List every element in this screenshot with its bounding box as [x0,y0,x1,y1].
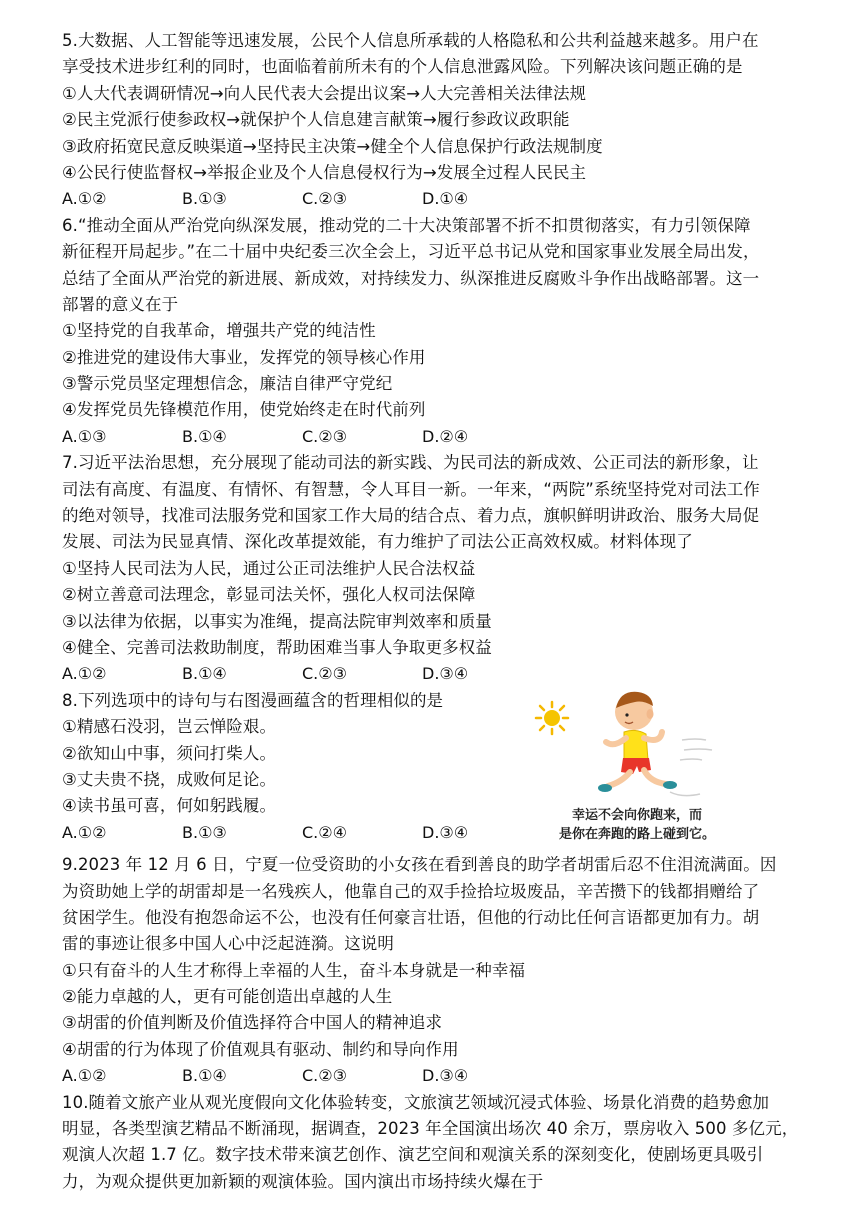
statement-item: ④胡雷的行为体现了价值观具有驱动、制约和导向作用 [62,1039,459,1059]
question-5 [62,28,822,213]
statement-item: ③胡雷的价值判断及价值选择符合中国人的精神追求 [62,1013,443,1033]
statement-item: ①人大代表调研情况→向人民代表大会提出议案→人大完善相关法律法规 [62,83,587,103]
option-c: C.②③ [302,664,347,684]
statement-item: ①只有奋斗的人生才称得上幸福的人生，奋斗本身就是一种幸福 [62,960,526,980]
option-a: A.①② [62,822,107,842]
question-stem-line: 观演人次超 1.7 亿。数字技术带来演艺创作、演艺空间和观演关系的深刻变化，使剧场更具吸引 [62,1145,764,1165]
statement-item: ④健全、完善司法救助制度，帮助困难当事人争取更多权益 [62,637,492,657]
option-a: A.①② [62,664,107,684]
statement-item: ①坚持人民司法为人民，通过公正司法维护人民合法权益 [62,558,476,578]
statement-item: ④发挥党员先锋模范作用，使党始终走在时代前列 [62,400,426,420]
question-stem-line: 享受技术进步红利的同时，也面临着前所未有的个人信息泄露风险。下列解决该问题正确的是 [62,57,743,77]
option-b: B.①③ [182,822,227,842]
option-b: B.①④ [182,664,227,684]
statement-item: ②推进党的建设伟大事业，发挥党的领导核心作用 [62,347,426,367]
option-a: A.①② [62,1066,107,1086]
caption-line: 幸运不会向你跑来，而 [571,807,702,823]
sun-icon [536,702,568,734]
question-stem-line: 5.大数据、人工智能等迅速发展，公民个人信息所承载的人格隐私和公共利益越来越多。用户在 [62,31,759,50]
option-a: A.①③ [62,426,107,446]
answer-options [62,424,822,450]
answer-options [62,661,822,687]
question-stem-line: 力，为观众提供更加新颖的观演体验。国内演出市场持续火爆在于 [62,1171,544,1191]
option-b: B.①④ [182,1066,227,1086]
statement-item: ②能力卓越的人，更有可能创造出卓越的人生 [62,987,393,1007]
statement-item: ③警示党员坚定理想信念，廉洁自律严守党纪 [62,374,393,394]
question-stem-line: 9.2023 年 12 月 6 日，宁夏一位受资助的小女孩在看到善良的助学者胡雷后忍不住泪流满面。因 [62,855,777,875]
option-b: B.①③ [182,189,227,209]
option-d: D.③④ [422,822,469,842]
statement-item: ①精感石没羽，岂云惮险艰。 [62,717,277,737]
running-boy-illustration [532,688,742,806]
statement-item: ③丈夫贵不挠，成败何足论。 [62,769,277,789]
statement-item: ④读书虽可喜，何如躬践履。 [62,796,277,816]
option-c: C.②④ [302,822,347,842]
option-d: D.①④ [422,189,469,209]
question-stem-line: 发展、司法为民显真情、深化改革提效能，有力维护了司法公正高效权威。材料体现了 [62,532,693,552]
statement-item: ②树立善意司法理念，彰显司法关怀，强化人权司法保障 [62,585,476,605]
running-boy-cartoon [532,688,742,848]
question-stem-line: 为资助她上学的胡雷却是一名残疾人，他靠自己的双手捡拾垃圾废品，辛苦攒下的钱都捐赠给了 [62,881,760,901]
option-d: D.③④ [422,664,469,684]
statement-item: ④公民行使监督权→举报企业及个人信息侵权行为→发展全过程人民民主 [62,162,587,182]
question-stem-line: 部署的意义在于 [62,294,179,314]
question-stem-line: 的绝对领导，找准司法服务党和国家工作大局的结合点、着力点，旗帜鲜明讲政治、服务大局促 [62,506,760,526]
option-c: C.②③ [302,426,347,446]
option-d: D.③④ [422,1066,469,1086]
statement-item: ③政府拓宽民意反映渠道→坚持民主决策→健全个人信息保护行政法规制度 [62,136,603,156]
statement-item: ①坚持党的自我革命，增强共产党的纯洁性 [62,321,376,341]
question-stem-line: 总结了全面从严治党的新进展、新成效，对持续发力、纵深推进反腐败斗争作出战略部署。这一 [62,268,760,288]
question-stem-line: 8.下列选项中的诗句与右图漫画蕴含的哲理相似的是 [62,690,444,710]
question-stem-line: 司法有高度、有温度、有情怀、有智慧，令人耳目一新。一年来，“两院”系统坚持党对司法工作 [62,479,760,499]
question-stem-line: 明显，各类型演艺精品不断涌现，据调查，2023 年全国演出场次 40 余万，票房收入 500 多亿元， [62,1119,799,1139]
caption-line: 是你在奔跑的路上碰到它。 [558,826,715,842]
answer-options [62,186,822,212]
exam-page [62,28,822,1195]
question-stem-line: 雷的事迹让很多中国人心中泛起涟漪。这说明 [62,934,394,954]
option-b: B.①④ [182,426,227,446]
question-8 [62,688,822,846]
question-stem-line: 新征程开局起步。”在二十届中央纪委三次全会上，习近平总书记从党和国家事业发展全局出发， [62,242,760,262]
option-c: C.②③ [302,189,347,209]
question-stem-line: 贫困学生。他没有抱怨命运不公，也没有任何豪言壮语，但他的行动比任何言语都更加有力。胡 [62,907,760,927]
question-stem-line: 10.随着文旅产业从观光度假向文化体验转变，文旅演艺领域沉浸式体验、场景化消费的趋势愈加 [62,1092,770,1112]
statement-item: ②欲知山中事，须问打柴人。 [62,743,277,763]
question-7 [62,450,822,688]
answer-options [62,1063,822,1089]
question-9 [62,852,822,1090]
question-10 [62,1090,822,1196]
option-d: D.②④ [422,426,469,446]
cartoon-caption [532,806,742,844]
question-stem-line: 6.“推动全面从严治党向纵深发展，推动党的二十大决策部署不折不扣贯彻落实，有力引领保障 [62,215,751,235]
question-6 [62,213,822,451]
statement-item: ②民主党派行使参政权→就保护个人信息建言献策→履行参政议政职能 [62,110,570,130]
question-stem-line: 7.习近平法治思想，充分展现了能动司法的新实践、为民司法的新成效、公正司法的新形象，让 [62,453,759,473]
option-a: A.①② [62,189,107,209]
option-c: C.②③ [302,1066,347,1086]
statement-item: ③以法律为依据，以事实为准绳，提高法院审判效率和质量 [62,611,492,631]
